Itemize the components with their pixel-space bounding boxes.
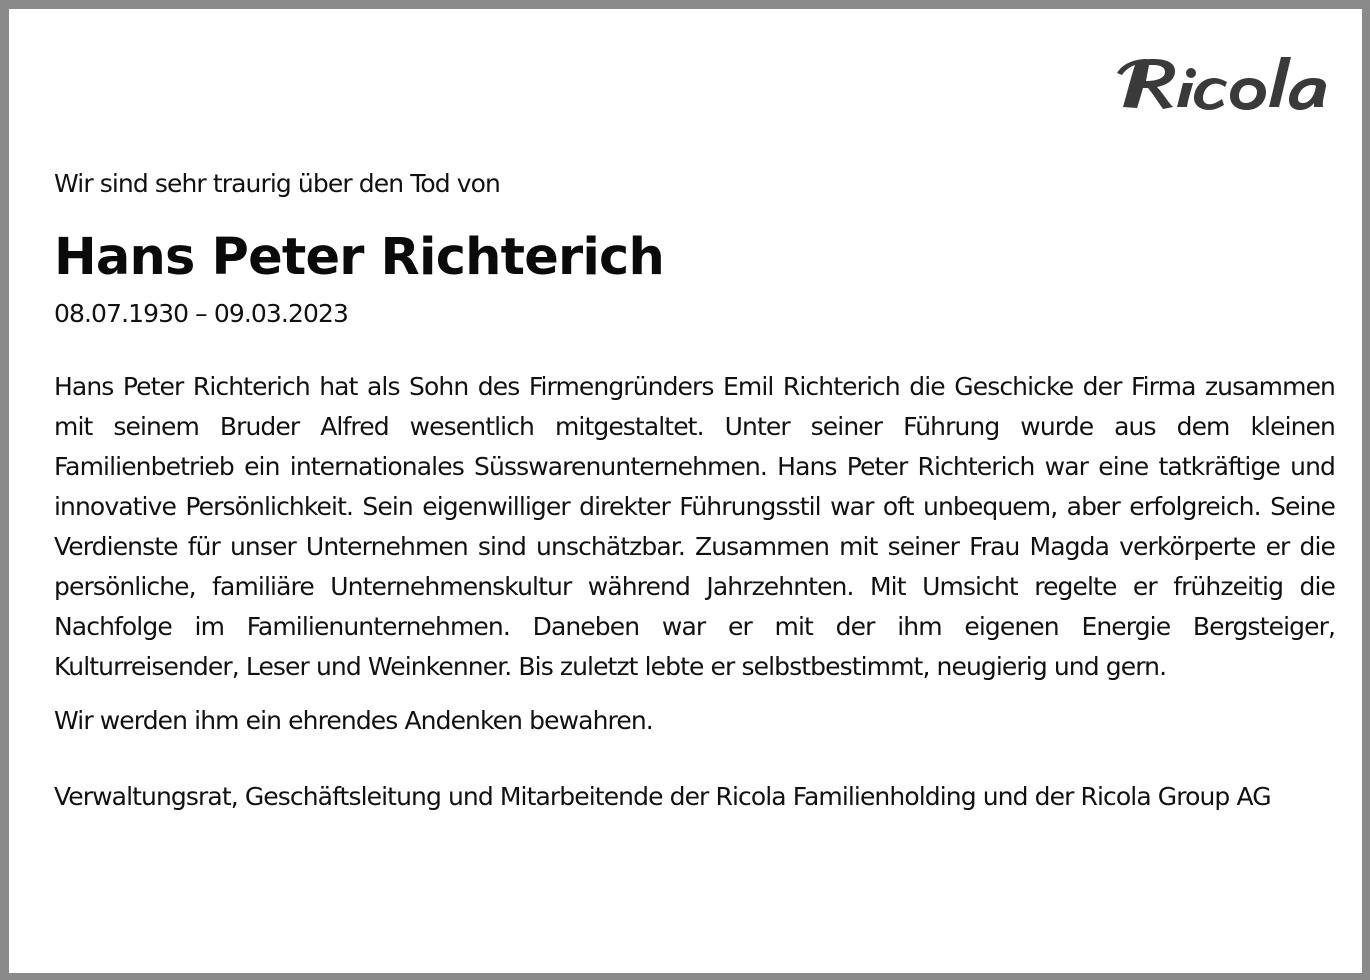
intro-text: Wir sind sehr traurig über den Tod von [54, 169, 500, 198]
notice-content [54, 161, 1335, 817]
closing-line: Wir werden ihm ein ehrendes Andenken bewahren. [54, 706, 653, 735]
deceased-name: Hans Peter Richterich [54, 228, 664, 287]
ricola-logo [1113, 53, 1331, 119]
signoff-line: Verwaltungsrat, Geschäftsleitung und Mitarbeitende der Ricola Familienholding und der Ricola Group AG [54, 782, 1271, 811]
tribute-paragraph: Hans Peter Richterich hat als Sohn des Firmengründers Emil Richterich die Geschicke der Firma zusammen mit seinem Bruder Alfred wesentlich mitgestaltet. Unter seiner Führung wurde aus dem kleinen Familienbetrieb ein internationales Süsswarenunternehmen. Hans Peter Richterich war eine tatkräftige und innovative Persönlichkeit. Sein eigenwilliger direkter Führungsstil war oft unbequem, aber erfolgreich. Seine Verdienste für unser Unternehmen sind unschätzbar. Zusammen mit seiner Frau Magda verkörperte er die persönliche, familiäre Unternehmenskultur während Jahrzehnten. Mit Umsicht regelte er frühzeitig die Nachfolge im Familienunternehmen. Daneben war er mit der ihm eigenen Energie Bergsteiger, Kulturreisender, Leser und Weinkenner. Bis zuletzt lebte er selbstbestimmt, neugierig und gern. [54, 372, 1335, 681]
life-dates: 08.07.1930 – 09.03.2023 [54, 299, 348, 328]
